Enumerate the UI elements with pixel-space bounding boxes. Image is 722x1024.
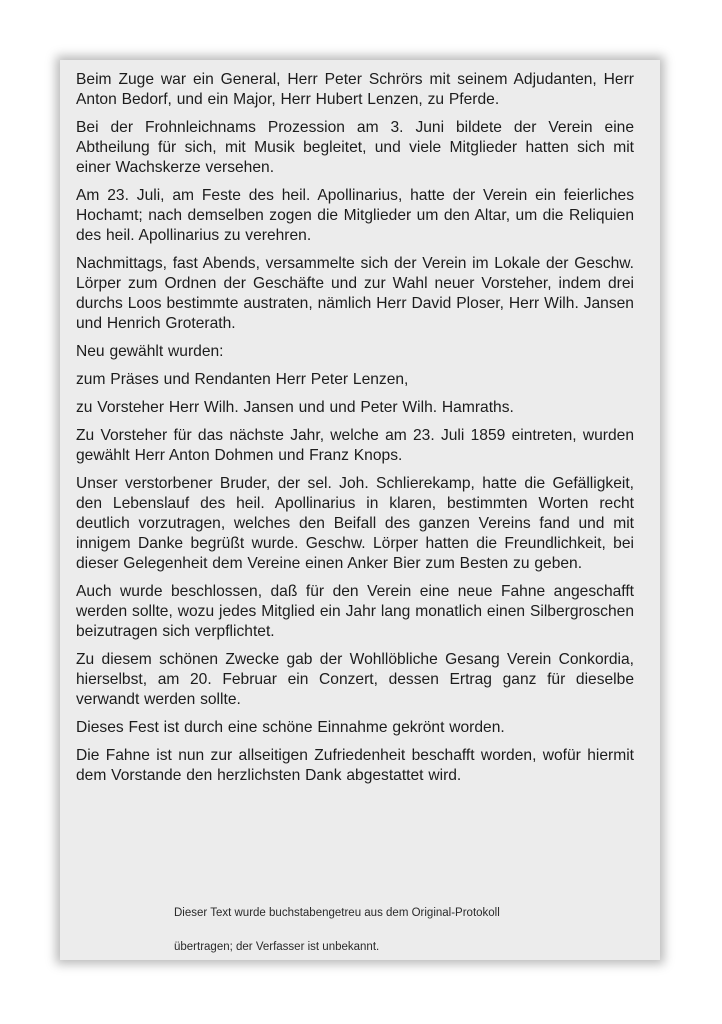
paragraph: Die Fahne ist nun zur allseitigen Zufriedenheit beschafft worden, wofür hiermit dem Vorstande den herzlichsten Dank abgestattet wird.: [76, 747, 634, 784]
paragraph: Zu diesem schönen Zwecke gab der Wohllöbliche Gesang Verein Conkordia, hierselbst, am 20. Februar ein Conzert, dessen Ertrag ganz für dieselbe verwandt werden sollte.: [76, 651, 634, 708]
source-note: [174, 896, 634, 964]
paragraph: Nachmittags, fast Abends, versammelte sich der Verein im Lokale der Geschw. Lörper zum Ordnen der Geschäfte und zur Wahl neuer Vorsteher, indem drei durchs Loos bestimmte austraten, nämlich Herr David Ploser, Herr Wilh. Jansen und Henrich Groterath.: [76, 255, 634, 332]
source-note-line: Dieser Text wurde buchstabengetreu aus dem Original-Protokoll: [174, 907, 500, 919]
paragraph: Zu Vorsteher für das nächste Jahr, welche am 23. Juli 1859 eintreten, wurden gewählt Herr Anton Dohmen und Franz Knops.: [76, 427, 634, 464]
paragraph: zu Vorsteher Herr Wilh. Jansen und und Peter Wilh. Hamraths.: [76, 399, 514, 416]
paragraph: Dieses Fest ist durch eine schöne Einnahme gekrönt worden.: [76, 719, 505, 736]
document-body: [76, 70, 634, 794]
paragraph: zum Präses und Rendanten Herr Peter Lenzen,: [76, 371, 409, 388]
paragraph: Beim Zuge war ein General, Herr Peter Schrörs mit seinem Adjudanten, Herr Anton Bedorf, und ein Major, Herr Hubert Lenzen, zu Pferde.: [76, 71, 634, 108]
paragraph: Neu gewählt wurden:: [76, 343, 224, 360]
paragraph: Am 23. Juli, am Feste des heil. Apollinarius, hatte der Verein ein feierliches Hochamt; nach demselben zogen die Mitglieder um den Altar, um die Reliquien des heil. Apollinarius zu verehren.: [76, 187, 634, 244]
source-note-line: übertragen; der Verfasser ist unbekannt.: [174, 941, 380, 953]
paragraph: Auch wurde beschlossen, daß für den Verein eine neue Fahne angeschafft werden sollte, wozu jedes Mitglied ein Jahr lang monatlich einen Silbergroschen beizutragen sich verpflichtet.: [76, 583, 634, 640]
paragraph: Unser verstorbener Bruder, der sel. Joh. Schlierekamp, hatte die Gefälligkeit, den Lebenslauf des heil. Apollinarius in klaren, bestimmten Worten recht deutlich vorzutragen, welches den Beifall des ganzen Vereins fand und mit innigem Danke begrüßt wurde. Geschw. Lörper hatten die Freundlichkeit, bei dieser Gelegenheit dem Vereine einen Anker Bier zum Besten zu geben.: [76, 475, 634, 572]
paragraph: Bei der Frohnleichnams Prozession am 3. Juni bildete der Verein eine Abtheilung für sich, mit Musik begleitet, und viele Mitglieder hatten sich mit einer Wachskerze versehen.: [76, 119, 634, 176]
document-page: [60, 60, 660, 960]
